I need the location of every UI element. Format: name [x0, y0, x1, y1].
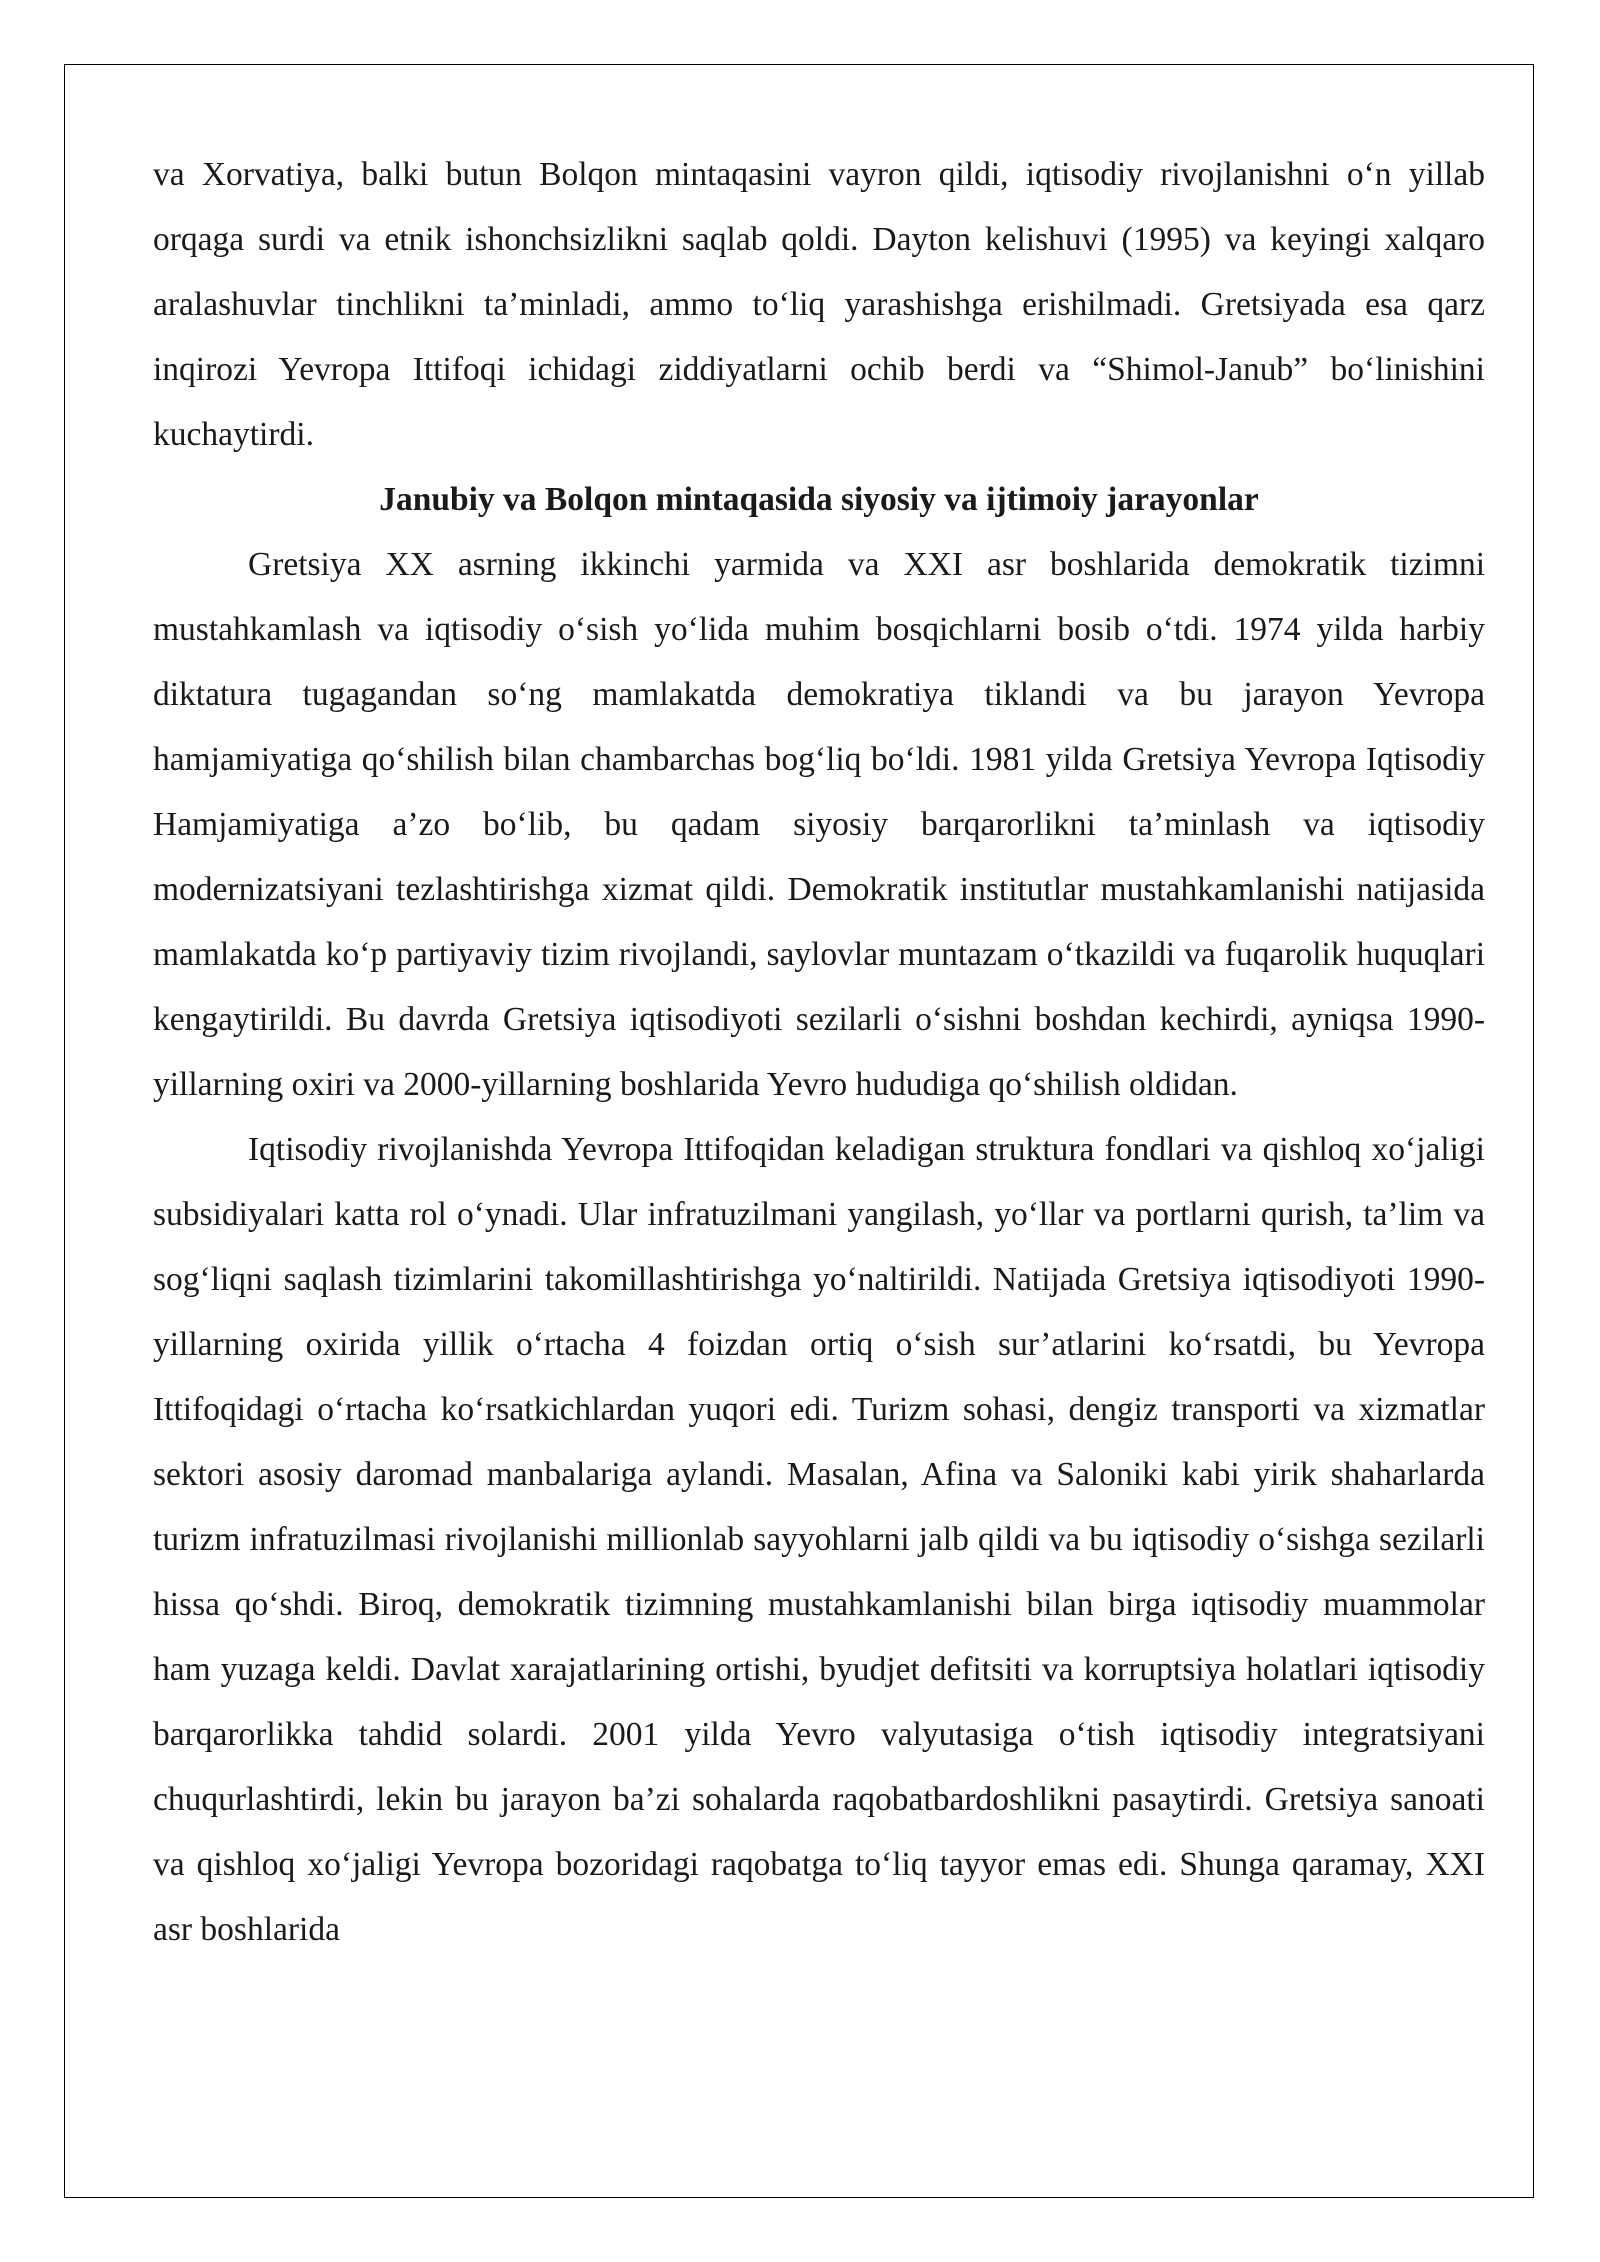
section-heading: Janubiy va Bolqon mintaqasida siyosiy va ijtimoiy jarayonlar — [379, 481, 1259, 518]
paragraph-economic-development: Iqtisodiy rivojlanishda Yevropa Ittifoqidan keladigan struktura fondlari va qishloq xo‘jaligi subsidiyalari katta rol o‘ynadi. Ular infratuzilmani yangilash, yo‘llar va portlarni qurish, ta’lim va sog‘liqni saqlash tizimlarini takomillashtirishga yo‘naltirildi. Natijada Gretsiya iqtisodiyoti 1990-yillarning oxirida yillik o‘rtacha 4 foizdan ortiq o‘sish sur’atlarini ko‘rsatdi, bu Yevropa Ittifoqidagi o‘rtacha ko‘rsatkichlardan yuqori edi. Turizm sohasi, dengiz transporti va xizmatlar sektori asosiy daromad manbalariga aylandi. Masalan, Afina va Saloniki kabi yirik shaharlarda turizm infratuzilmasi rivojlanishi millionlab sayyohlarni jalb qildi va bu iqtisodiy o‘sishga sezilarli hissa qo‘shdi. Biroq, demokratik tizimning mustahkamlanishi bilan birga iqtisodiy muammolar ham yuzaga keldi. Davlat xarajatlarining ortishi, byudjet defitsiti va korruptsiya holatlari iqtisodiy barqarorlikka tahdid solardi. 2001 yilda Yevro valyutasiga o‘tish iqtisodiy integratsiyani chuqurlashtirdi, lekin bu jarayon ba’zi sohalarda raqobatbardoshlikni pasaytirdi. Gretsiya sanoati va qishloq xo‘jaligi Yevropa bozoridagi raqobatga to‘liq tayyor emas edi. Shunga qaramay, XXI asr boshlarida — [153, 1131, 1485, 1948]
document-body — [153, 142, 1485, 1962]
paragraph-greece-democracy: Gretsiya XX asrning ikkinchi yarmida va XXI asr boshlarida demokratik tizimni mustahkamlash va iqtisodiy o‘sish yo‘lida muhim bosqichlarni bosib o‘tdi. 1974 yilda harbiy diktatura tugagandan so‘ng mamlakatda demokratiya tiklandi va bu jarayon Yevropa hamjamiyatiga qo‘shilish bilan chambarchas bog‘liq bo‘ldi. 1981 yilda Gretsiya Yevropa Iqtisodiy Hamjamiyatiga a’zo bo‘lib, bu qadam siyosiy barqarorlikni ta’minlash va iqtisodiy modernizatsiyani tezlashtirishga xizmat qildi. Demokratik institutlar mustahkamlanishi natijasida mamlakatda ko‘p partiyaviy tizim rivojlandi, saylovlar muntazam o‘tkazildi va fuqarolik huquqlari kengaytirildi. Bu davrda Gretsiya iqtisodiyoti sezilarli o‘sishni boshdan kechirdi, ayniqsa 1990-yillarning oxiri va 2000-yillarning boshlarida Yevro hududiga qo‘shilish oldidan. — [153, 546, 1485, 1103]
paragraph-continuation: va Xorvatiya, balki butun Bolqon mintaqasini vayron qildi, iqtisodiy rivojlanishni o‘n yillab orqaga surdi va etnik ishonchsizlikni saqlab qoldi. Dayton kelishuvi (1995) va keyingi xalqaro aralashuvlar tinchlikni ta’minladi, ammo to‘liq yarashishga erishilmadi. Gretsiyada esa qarz inqirozi Yevropa Ittifoqi ichidagi ziddiyatlarni ochib berdi va “Shimol-Janub” bo‘linishini kuchaytirdi. — [153, 156, 1485, 453]
